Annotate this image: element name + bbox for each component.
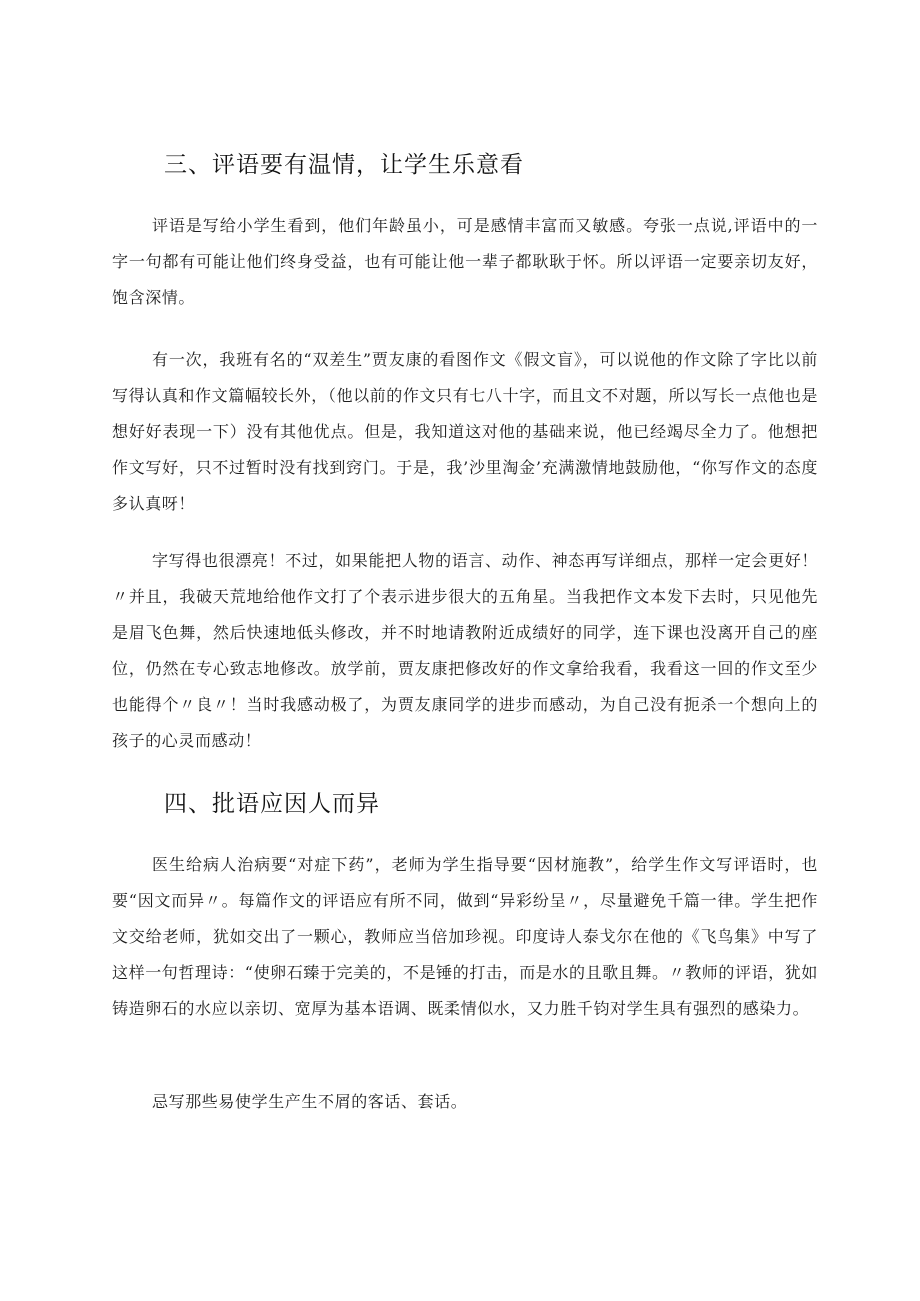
paragraph-4-2: 忌写那些易使学生产生不屑的客话、套话。 [152,1092,468,1111]
section-heading-3: 三、评语要有温情，让学生乐意看 [164,152,524,178]
paragraph-3-1: 评语是写给小学生看到，他们年龄虽小，可是感情丰富而又敏感。夸张一点说,评语中的一字一句都有可能让他们终身受益，也有可能让他一辈子都耿耿于怀。所以评语一定要亲切友好，饱含深情。 [112,216,818,307]
section-heading-4: 四、批语应因人而异 [164,791,380,817]
paragraph-3-3: 字写得也很漂亮！不过，如果能把人物的语言、动作、神态再写详细点，那样一定会更好！〃并且，我破天荒地给他作文打了个表示进步很大的五角星。当我把作文本发下去时，只见他先是眉飞色舞，然后快速地低头修改，并不时地请教附近成绩好的同学，连下课也没离开自己的座位，仍然在专心致志地修改。放学前，贾友康把修改好的作文拿给我看，我看这一回的作文至少也能得个〃良〃！当时我感动极了，为贾友康同学的进步而感动，为自己没有扼杀一个想向上的孩子的心灵而感动！ [112,551,818,750]
paragraph-3-2: 有一次，我班有名的“双差生”贾友康的看图作文《假文盲》，可以说他的作文除了字比以前写得认真和作文篇幅较长外，（他以前的作文只有七八十字，而且文不对题，所以写长一点他也是想好好表现一下）没有其他优点。但是，我知道这对他的基础来说，他已经竭尽全力了。他想把作文写好，只不过暂时没有找到窍门。于是，我’沙里淘金’充满激情地鼓励他，“你写作文的态度多认真呀！ [112,350,818,513]
paragraph-4-1: 医生给病人治病要“对症下药”，老师为学生指导要“因材施教”，给学生作文写评语时，也要“因文而异〃。每篇作文的评语应有所不同，做到“异彩纷呈〃，尽量避免千篇一律。学生把作文交给老师，犹如交出了一颗心，教师应当倍加珍视。印度诗人泰戈尔在他的《飞鸟集》中写了这样一句哲理诗：“使卵石臻于完美的，不是锤的打击，而是水的且歌且舞。〃教师的评语，犹如铸造卵石的水应以亲切、宽厚为基本语调、既柔情似水，又力胜千钧对学生具有强烈的感染力。 [112,855,818,1018]
